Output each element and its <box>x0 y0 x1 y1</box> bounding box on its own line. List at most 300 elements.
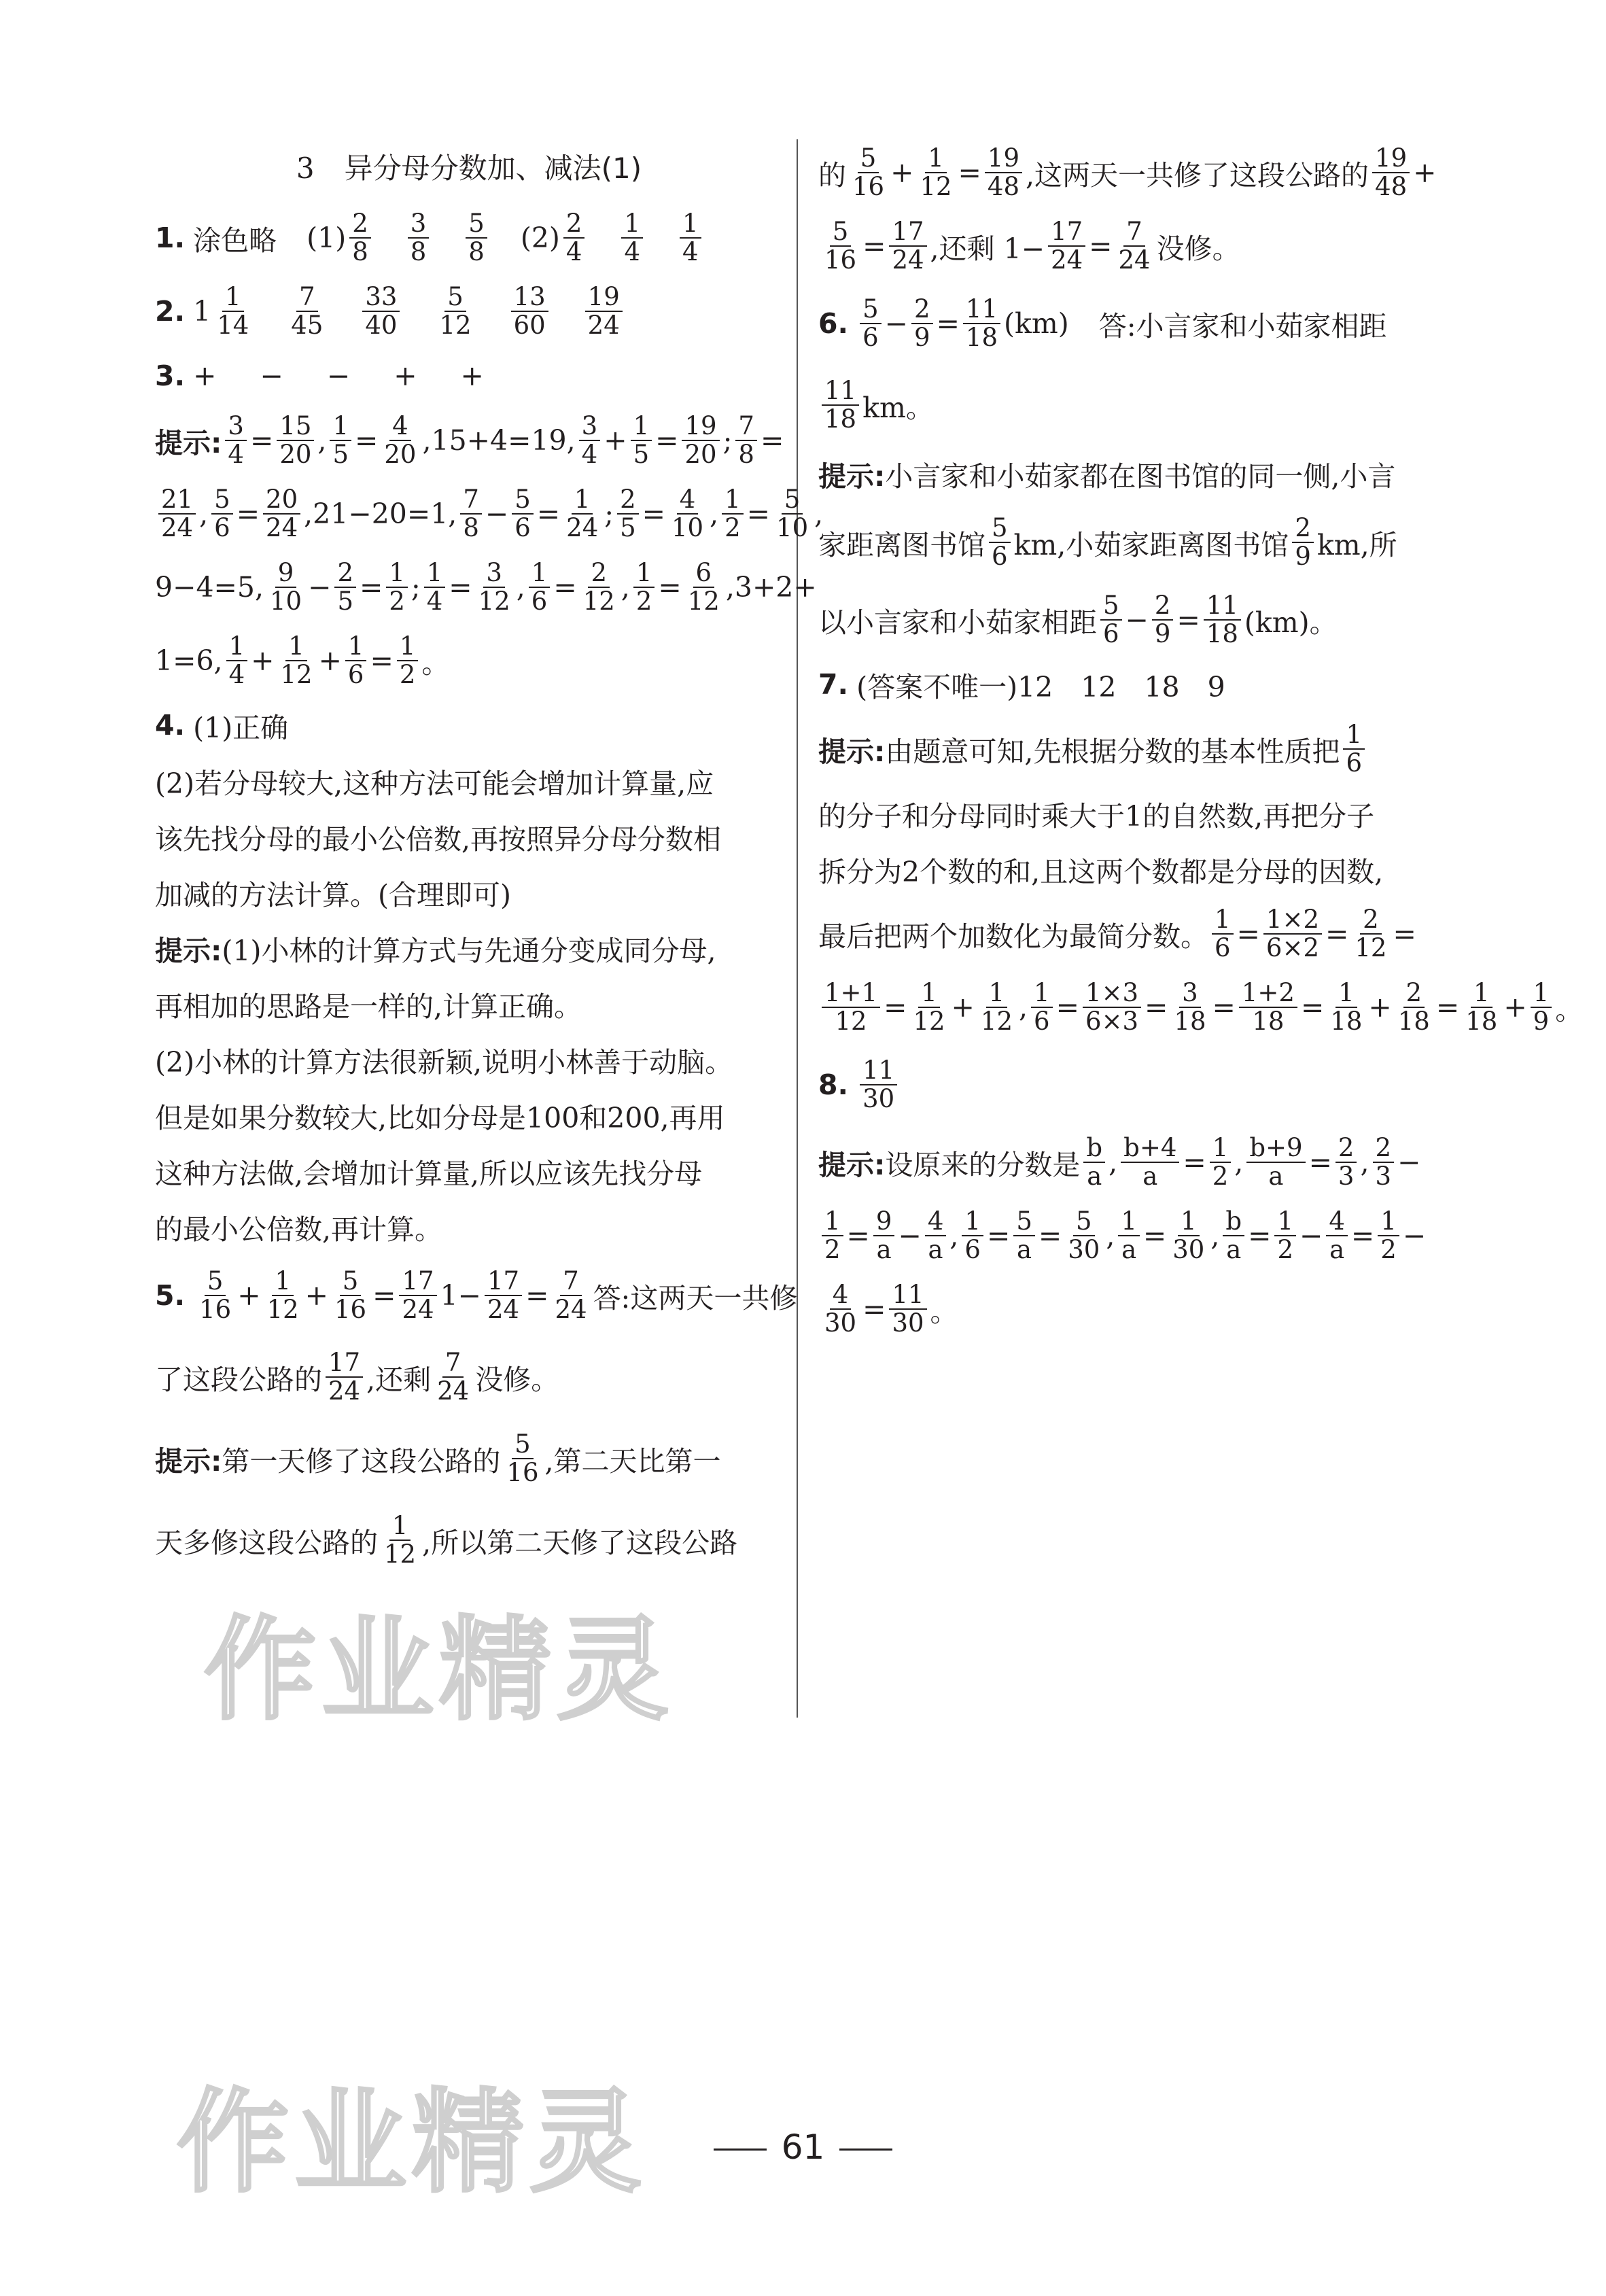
denominator: 4 <box>565 237 582 266</box>
numerator: 1 <box>424 559 446 588</box>
numerator: 5 <box>512 486 534 515</box>
fraction <box>1118 1208 1140 1264</box>
q7-hint-line: $\frac{1+1}{12}$ = $\frac{1}{12}$ + $\frac{1}{12}$ , $\frac{1}{6}$ = $\frac{1\times 3}{6\times 3}$ = $\frac{3}{18}$ = $\frac{1+2}{18}$ = $\frac{1}{18}$ + $\frac{2}{18}$ = $\frac{1}{18}$ + $\frac{1}{9}$ 。 <box>818 971 1446 1044</box>
numerator: 3 <box>408 210 430 239</box>
fraction <box>332 1268 369 1323</box>
fraction <box>579 413 601 468</box>
numerator: 4 <box>389 413 411 441</box>
numerator: 1 <box>621 210 643 239</box>
fraction <box>424 559 446 615</box>
fraction <box>1065 1208 1102 1264</box>
denominator: 24 <box>1051 245 1083 275</box>
denominator: 30 <box>1068 1235 1100 1264</box>
numerator: 5 <box>989 515 1011 543</box>
numerator: 2 <box>617 486 639 515</box>
fraction <box>408 210 430 266</box>
fraction <box>1212 906 1234 962</box>
hint-label: 提示: <box>818 459 886 493</box>
fraction <box>504 1431 541 1486</box>
denominator: 6 <box>514 513 531 542</box>
text: 最后把两个加数化为最简分数。 <box>818 920 1208 953</box>
numerator: 1 <box>285 633 307 661</box>
numerator: 3 <box>579 413 601 441</box>
numerator: 1 <box>1471 979 1492 1008</box>
denominator: 18 <box>965 323 998 352</box>
fraction <box>822 1281 859 1337</box>
denominator: 9 <box>1295 542 1311 571</box>
numerator: 7 <box>735 413 757 441</box>
numerator: 1 <box>1378 1208 1399 1236</box>
fraction <box>1274 1208 1296 1264</box>
denominator: 6 <box>964 1235 981 1264</box>
numerator: 1 <box>345 633 367 661</box>
hint-label: 提示: <box>155 426 222 459</box>
q5-line <box>155 1336 783 1418</box>
numerator: 7 <box>296 283 318 312</box>
text: km,小茹家距离图书馆 <box>1013 528 1289 561</box>
fraction <box>873 1208 895 1264</box>
numerator: b+9 <box>1246 1134 1305 1163</box>
denominator: 3 <box>1338 1162 1355 1191</box>
text: (km)。 <box>1244 606 1338 639</box>
q-number: 7. <box>818 668 849 701</box>
q4-line <box>155 809 783 865</box>
denominator: 16 <box>334 1295 367 1324</box>
numerator: 3 <box>483 559 505 588</box>
denominator: a <box>1329 1235 1345 1264</box>
numerator: 5 <box>1100 592 1122 621</box>
denominator: 9 <box>914 323 930 352</box>
numerator: 4 <box>1326 1208 1348 1236</box>
fraction <box>563 210 585 266</box>
fraction <box>326 1349 363 1405</box>
numerator: 5 <box>830 218 852 247</box>
fraction <box>386 559 408 615</box>
q-number: 3. <box>155 360 186 392</box>
denominator: 16 <box>506 1458 539 1487</box>
denominator: 24 <box>402 1295 434 1324</box>
fraction <box>362 283 400 339</box>
fraction <box>1352 906 1389 962</box>
q6-hint-line: 以小言家和小茹家相距 $\frac{5}{6}$ − $\frac{2}{9}$ = $\frac{11}{18}$ (km)。 <box>818 591 1338 648</box>
numerator: 5 <box>466 210 487 239</box>
numerator: 9 <box>873 1208 895 1236</box>
denominator: 12 <box>266 1295 299 1324</box>
denominator: 16 <box>824 245 857 275</box>
q4-hint-line <box>155 920 783 976</box>
denominator: 6 <box>531 587 548 616</box>
text: 该先找分母的最小公倍数,再按照异分母分数相 <box>155 822 722 856</box>
q3-hint-line: 1=6, $\frac{1}{4}$ + $\frac{1}{12}$ + $\frac{1}{6}$ = $\frac{1}{2}$ 。 <box>155 631 450 689</box>
fraction <box>381 413 419 468</box>
numerator: 1×3 <box>1083 979 1141 1008</box>
numerator: 1 <box>680 210 701 239</box>
text: 1=6, <box>155 644 223 677</box>
text: 的最小公倍数,再计算。 <box>155 1213 443 1246</box>
fraction <box>962 1208 983 1264</box>
fraction <box>211 486 233 542</box>
right-column <box>818 136 1584 1346</box>
numerator: 1 <box>572 486 593 515</box>
numerator: 5 <box>211 486 233 515</box>
fraction <box>1204 592 1241 648</box>
fraction <box>822 377 859 433</box>
fraction <box>889 1281 926 1337</box>
numerator: 1 <box>330 413 351 441</box>
denominator: 12 <box>835 1007 867 1036</box>
numerator: 5 <box>512 1431 534 1459</box>
numerator: 1 <box>397 633 419 661</box>
fraction <box>158 486 196 542</box>
q6-hint-line <box>818 502 1446 583</box>
numerator: 3 <box>1179 979 1201 1008</box>
denominator: 2 <box>389 587 405 616</box>
numerator: 7 <box>442 1349 464 1378</box>
numerator: 5 <box>1073 1208 1095 1236</box>
numerator: 7 <box>460 486 482 515</box>
denominator: 30 <box>862 1084 895 1113</box>
fraction <box>267 559 304 615</box>
denominator: 24 <box>328 1376 361 1406</box>
q4-hint-line <box>155 976 783 1032</box>
denominator: 20 <box>279 440 312 469</box>
denominator: 24 <box>1118 245 1151 275</box>
numerator: 2 <box>334 559 356 588</box>
denominator: 60 <box>513 311 546 340</box>
q2-line <box>155 275 783 348</box>
denominator: 5 <box>332 440 349 469</box>
denominator: 40 <box>365 311 398 340</box>
q4-hint-line <box>155 1088 783 1143</box>
fraction <box>381 1512 419 1568</box>
denominator: 24 <box>587 311 620 340</box>
fraction <box>680 210 701 266</box>
text: 1− <box>440 1279 482 1312</box>
numerator: 19 <box>682 413 719 441</box>
denominator: a <box>1017 1235 1032 1264</box>
denominator: 2 <box>635 587 652 616</box>
fraction <box>989 515 1011 570</box>
denominator: 12 <box>687 587 720 616</box>
hint-label: 提示: <box>155 934 222 967</box>
numerator: 4 <box>925 1208 947 1236</box>
denominator: a <box>1226 1235 1242 1264</box>
numerator: 1 <box>1531 979 1552 1008</box>
denominator: 2 <box>1277 1235 1293 1264</box>
q-number: 5. <box>155 1279 186 1312</box>
denominator: 6 <box>1346 748 1362 778</box>
text: 加减的方法计算。(合理即可) <box>155 878 511 911</box>
hint-label: 提示: <box>155 1444 222 1478</box>
column-divider <box>797 139 798 1718</box>
q4-line <box>155 865 783 920</box>
text: ,21−20=1, <box>304 498 457 530</box>
fraction <box>1121 1134 1179 1190</box>
text: 天多修这段公路的 <box>155 1526 378 1559</box>
numerator: 33 <box>362 283 400 312</box>
q5-hint-line: 的 $\frac{5}{16}$ + $\frac{1}{12}$ = $\frac{19}{48}$ ,这两天一共修了这段公路的 $\frac{19}{48}$ + <box>818 143 1437 201</box>
text: 设原来的分数是 <box>885 1148 1081 1181</box>
numerator: 1 <box>272 1268 294 1296</box>
text: ,所以第二天修了这段公路 <box>422 1526 738 1559</box>
fraction <box>1531 979 1552 1035</box>
hint-label: 提示: <box>818 1148 886 1181</box>
text: 以小言家和小茹家相距 <box>818 606 1097 639</box>
q1-line <box>155 201 783 275</box>
fraction <box>685 559 722 615</box>
q8-line <box>818 1044 1446 1126</box>
denominator: a <box>1121 1235 1137 1264</box>
fraction <box>1336 1134 1357 1190</box>
text: (1)小林的计算方式与先通分变成同分母, <box>222 934 716 967</box>
fraction <box>617 486 639 542</box>
numerator: 1 <box>1336 979 1357 1008</box>
q8-hint-line: $\frac{4}{30}$ = $\frac{11}{30}$ 。 <box>818 1272 1446 1346</box>
fraction <box>460 486 482 542</box>
fraction <box>1239 979 1297 1035</box>
numerator: 2 <box>349 210 371 239</box>
numerator: 11 <box>889 1281 926 1310</box>
fraction <box>563 486 601 542</box>
fraction <box>485 1268 522 1323</box>
numerator: 15 <box>277 413 314 441</box>
fraction <box>277 413 314 468</box>
fraction <box>1292 515 1314 570</box>
fraction <box>1223 1208 1244 1264</box>
page-number <box>0 2127 1606 2167</box>
fraction <box>225 413 247 468</box>
denominator: 6 <box>1215 933 1231 962</box>
denominator: 8 <box>410 237 427 266</box>
denominator: 4 <box>426 587 443 616</box>
numerator: 1 <box>1118 1208 1140 1236</box>
denominator: 18 <box>1397 1007 1430 1036</box>
numerator: 5 <box>205 1268 226 1296</box>
numerator: 5 <box>782 486 803 515</box>
fraction <box>1373 1134 1395 1190</box>
text: 这种方法做,会增加计算量,所以应该先找分母 <box>155 1157 703 1190</box>
text: (1) <box>307 222 347 254</box>
text: 答:小言家和小茹家相距 <box>1098 309 1387 343</box>
denominator: 10 <box>270 587 302 616</box>
denominator: 48 <box>987 172 1019 201</box>
fraction <box>585 283 623 339</box>
fraction <box>633 559 655 615</box>
denominator: 12 <box>478 587 510 616</box>
numerator: 11 <box>822 377 859 406</box>
q3-hint-line: $\frac{21}{24}$ , $\frac{5}{6}$ = $\frac{20}{24}$ ,21−20=1, $\frac{7}{8}$ − $\frac{5}{6}$ = $\frac{1}{24}$ ; $\frac{2}{5}$ = $\frac{4}{10}$ , $\frac{1}{2}$ = $\frac{5}{10}$ , <box>155 477 783 551</box>
fraction <box>436 283 474 339</box>
fraction <box>1171 979 1208 1035</box>
fraction <box>466 210 487 266</box>
q4-line <box>155 753 783 809</box>
fraction <box>226 633 248 689</box>
denominator: 24 <box>892 245 924 275</box>
numerator: 1×2 <box>1263 906 1322 935</box>
q7-hint-line <box>818 712 1446 786</box>
text: 1 <box>193 295 211 328</box>
numerator: 3 <box>225 413 247 441</box>
numerator: 2 <box>1403 979 1425 1008</box>
fraction <box>621 210 643 266</box>
fraction <box>580 559 618 615</box>
denominator: 2 <box>725 513 741 542</box>
denominator: 18 <box>824 404 857 434</box>
numerator: 17 <box>399 1268 436 1296</box>
denominator: a <box>928 1235 943 1264</box>
denominator: 16 <box>199 1295 232 1324</box>
fraction <box>860 296 881 351</box>
denominator: 18 <box>1252 1007 1285 1036</box>
q5-hint-line <box>155 1499 783 1581</box>
text: 了这段公路的 <box>155 1363 322 1396</box>
q7-hint-line <box>818 841 1446 897</box>
numerator: 5 <box>340 1268 362 1296</box>
fraction <box>1210 1134 1232 1190</box>
fraction <box>1372 145 1410 201</box>
fraction <box>1327 979 1365 1035</box>
hint-label: 提示: <box>818 735 886 768</box>
fraction <box>552 1268 589 1323</box>
numerator: 1 <box>633 559 655 588</box>
denominator: 6×2 <box>1265 933 1319 962</box>
denominator: 8 <box>352 237 368 266</box>
denominator: 6 <box>347 660 364 689</box>
q-number: 4. <box>155 709 186 742</box>
q4-line <box>155 697 783 753</box>
denominator: 5 <box>633 440 650 469</box>
fraction <box>512 486 534 542</box>
numerator: 17 <box>326 1349 363 1378</box>
fraction <box>911 296 933 351</box>
text: ,还剩 <box>366 1363 432 1396</box>
fraction <box>511 283 548 339</box>
fraction <box>1170 1208 1207 1264</box>
denominator: 24 <box>161 513 194 542</box>
q6-line <box>818 364 1446 446</box>
text: ,15+4=19, <box>422 424 576 457</box>
denominator: 4 <box>624 237 640 266</box>
numerator: 5 <box>858 145 879 173</box>
numerator: 9 <box>275 559 297 588</box>
numerator: 19 <box>1372 145 1410 173</box>
q-number: 1. <box>155 222 186 254</box>
text: 但是如果分数较大,比如分母是100和200,再用 <box>155 1101 725 1134</box>
denominator: 30 <box>824 1308 857 1338</box>
text: (答案不唯一)12 12 18 9 <box>856 670 1225 703</box>
fraction <box>669 486 706 542</box>
denominator: 30 <box>892 1308 924 1338</box>
denominator: 12 <box>913 1007 945 1036</box>
text: km。 <box>862 391 934 424</box>
numerator: 11 <box>860 1057 897 1085</box>
fraction <box>925 1208 947 1264</box>
text: 第一天修了这段公路的 <box>222 1444 501 1478</box>
sign: + <box>460 360 484 392</box>
fraction <box>822 979 880 1035</box>
q3-hint-line: 9−4=5, $\frac{9}{10}$ − $\frac{2}{5}$ = $\frac{1}{2}$ ; $\frac{1}{4}$ = $\frac{3}{12}$ , $\frac{1}{6}$ = $\frac{2}{12}$ , $\frac{1}{2}$ = $\frac{6}{12}$ ,3+2+ <box>155 558 817 616</box>
denominator: 14 <box>217 311 249 340</box>
fraction <box>822 218 859 274</box>
denominator: 12 <box>439 311 472 340</box>
denominator: 30 <box>1172 1235 1205 1264</box>
fraction <box>476 559 513 615</box>
numerator: 4 <box>830 1281 852 1310</box>
fraction <box>1083 979 1141 1035</box>
text: 的分子和分母同时乘大于1的自然数,再把分子 <box>818 799 1375 833</box>
denominator: a <box>1087 1162 1102 1191</box>
denominator: 12 <box>384 1540 417 1569</box>
section-title-text: 异分母分数加、减法(1) <box>344 152 642 185</box>
denominator: 20 <box>384 440 417 469</box>
numerator: 1 <box>386 559 408 588</box>
fraction <box>722 486 744 542</box>
q7-hint-line: 最后把两个加数化为最简分数。 $\frac{1}{6}$ = $\frac{1\times 2}{6\times 2}$ = $\frac{2}{12}$ = <box>818 905 1416 962</box>
fraction <box>434 1349 472 1405</box>
numerator: 1 <box>529 559 551 588</box>
fraction <box>529 559 551 615</box>
fraction <box>822 1208 843 1264</box>
denominator: 8 <box>468 237 485 266</box>
denominator: 18 <box>1206 619 1238 648</box>
q7-line <box>818 657 1446 712</box>
numerator: 1 <box>631 413 652 441</box>
numerator: 1 <box>1343 721 1365 750</box>
denominator: 8 <box>738 440 754 469</box>
numerator: 21 <box>158 486 196 515</box>
denominator: 6 <box>862 323 879 352</box>
fraction <box>850 145 887 201</box>
denominator: 18 <box>1330 1007 1363 1036</box>
denominator: 4 <box>228 660 245 689</box>
text: (2)若分母较大,这种方法可能会增加计算量,应 <box>155 767 714 800</box>
denominator: 9 <box>1154 619 1171 648</box>
fraction <box>345 633 367 689</box>
text: 再相加的思路是一样的,计算正确。 <box>155 990 582 1023</box>
q4-hint-line <box>155 1143 783 1199</box>
fraction <box>1152 592 1174 648</box>
q6-line: 6. $\frac{5}{6}$ − $\frac{2}{9}$ = $\frac{11}{18}$ (km) 答:小言家和小茹家相距 <box>818 294 1387 352</box>
numerator: 11 <box>1204 592 1241 621</box>
fraction <box>1463 979 1500 1035</box>
fraction <box>349 210 371 266</box>
numerator: 1 <box>822 1208 843 1236</box>
fraction <box>1048 218 1085 274</box>
fraction <box>1116 218 1153 274</box>
fraction <box>1083 1134 1105 1190</box>
numerator: 7 <box>560 1268 582 1296</box>
sign: + <box>394 360 417 392</box>
q8-hint-line: $\frac{1}{2}$ = $\frac{9}{a}$ − $\frac{4}{a}$ , $\frac{1}{6}$ = $\frac{5}{a}$ = $\frac{5}{30}$ , $\frac{1}{a}$ = $\frac{1}{30}$ , $\frac{b}{a}$ = $\frac{1}{2}$ − $\frac{4}{a}$ = $\frac{1}{2}$ − <box>818 1199 1446 1272</box>
denominator: 24 <box>266 513 298 542</box>
numerator: 1+1 <box>822 979 880 1008</box>
numerator: 5 <box>1013 1208 1035 1236</box>
numerator: 2 <box>588 559 610 588</box>
numerator: 2 <box>1360 906 1382 935</box>
numerator: 17 <box>1048 218 1085 247</box>
numerator: 17 <box>485 1268 522 1296</box>
numerator: 19 <box>985 145 1022 173</box>
section-number: 3 <box>296 152 315 185</box>
denominator: 48 <box>1375 172 1408 201</box>
fraction <box>910 979 947 1035</box>
denominator: 6 <box>214 513 230 542</box>
text: ,第二天比第一 <box>544 1444 721 1478</box>
sign: − <box>326 360 351 392</box>
q-number: 2. <box>155 295 186 328</box>
text: 涂色略 <box>193 224 277 257</box>
fraction <box>397 633 419 689</box>
